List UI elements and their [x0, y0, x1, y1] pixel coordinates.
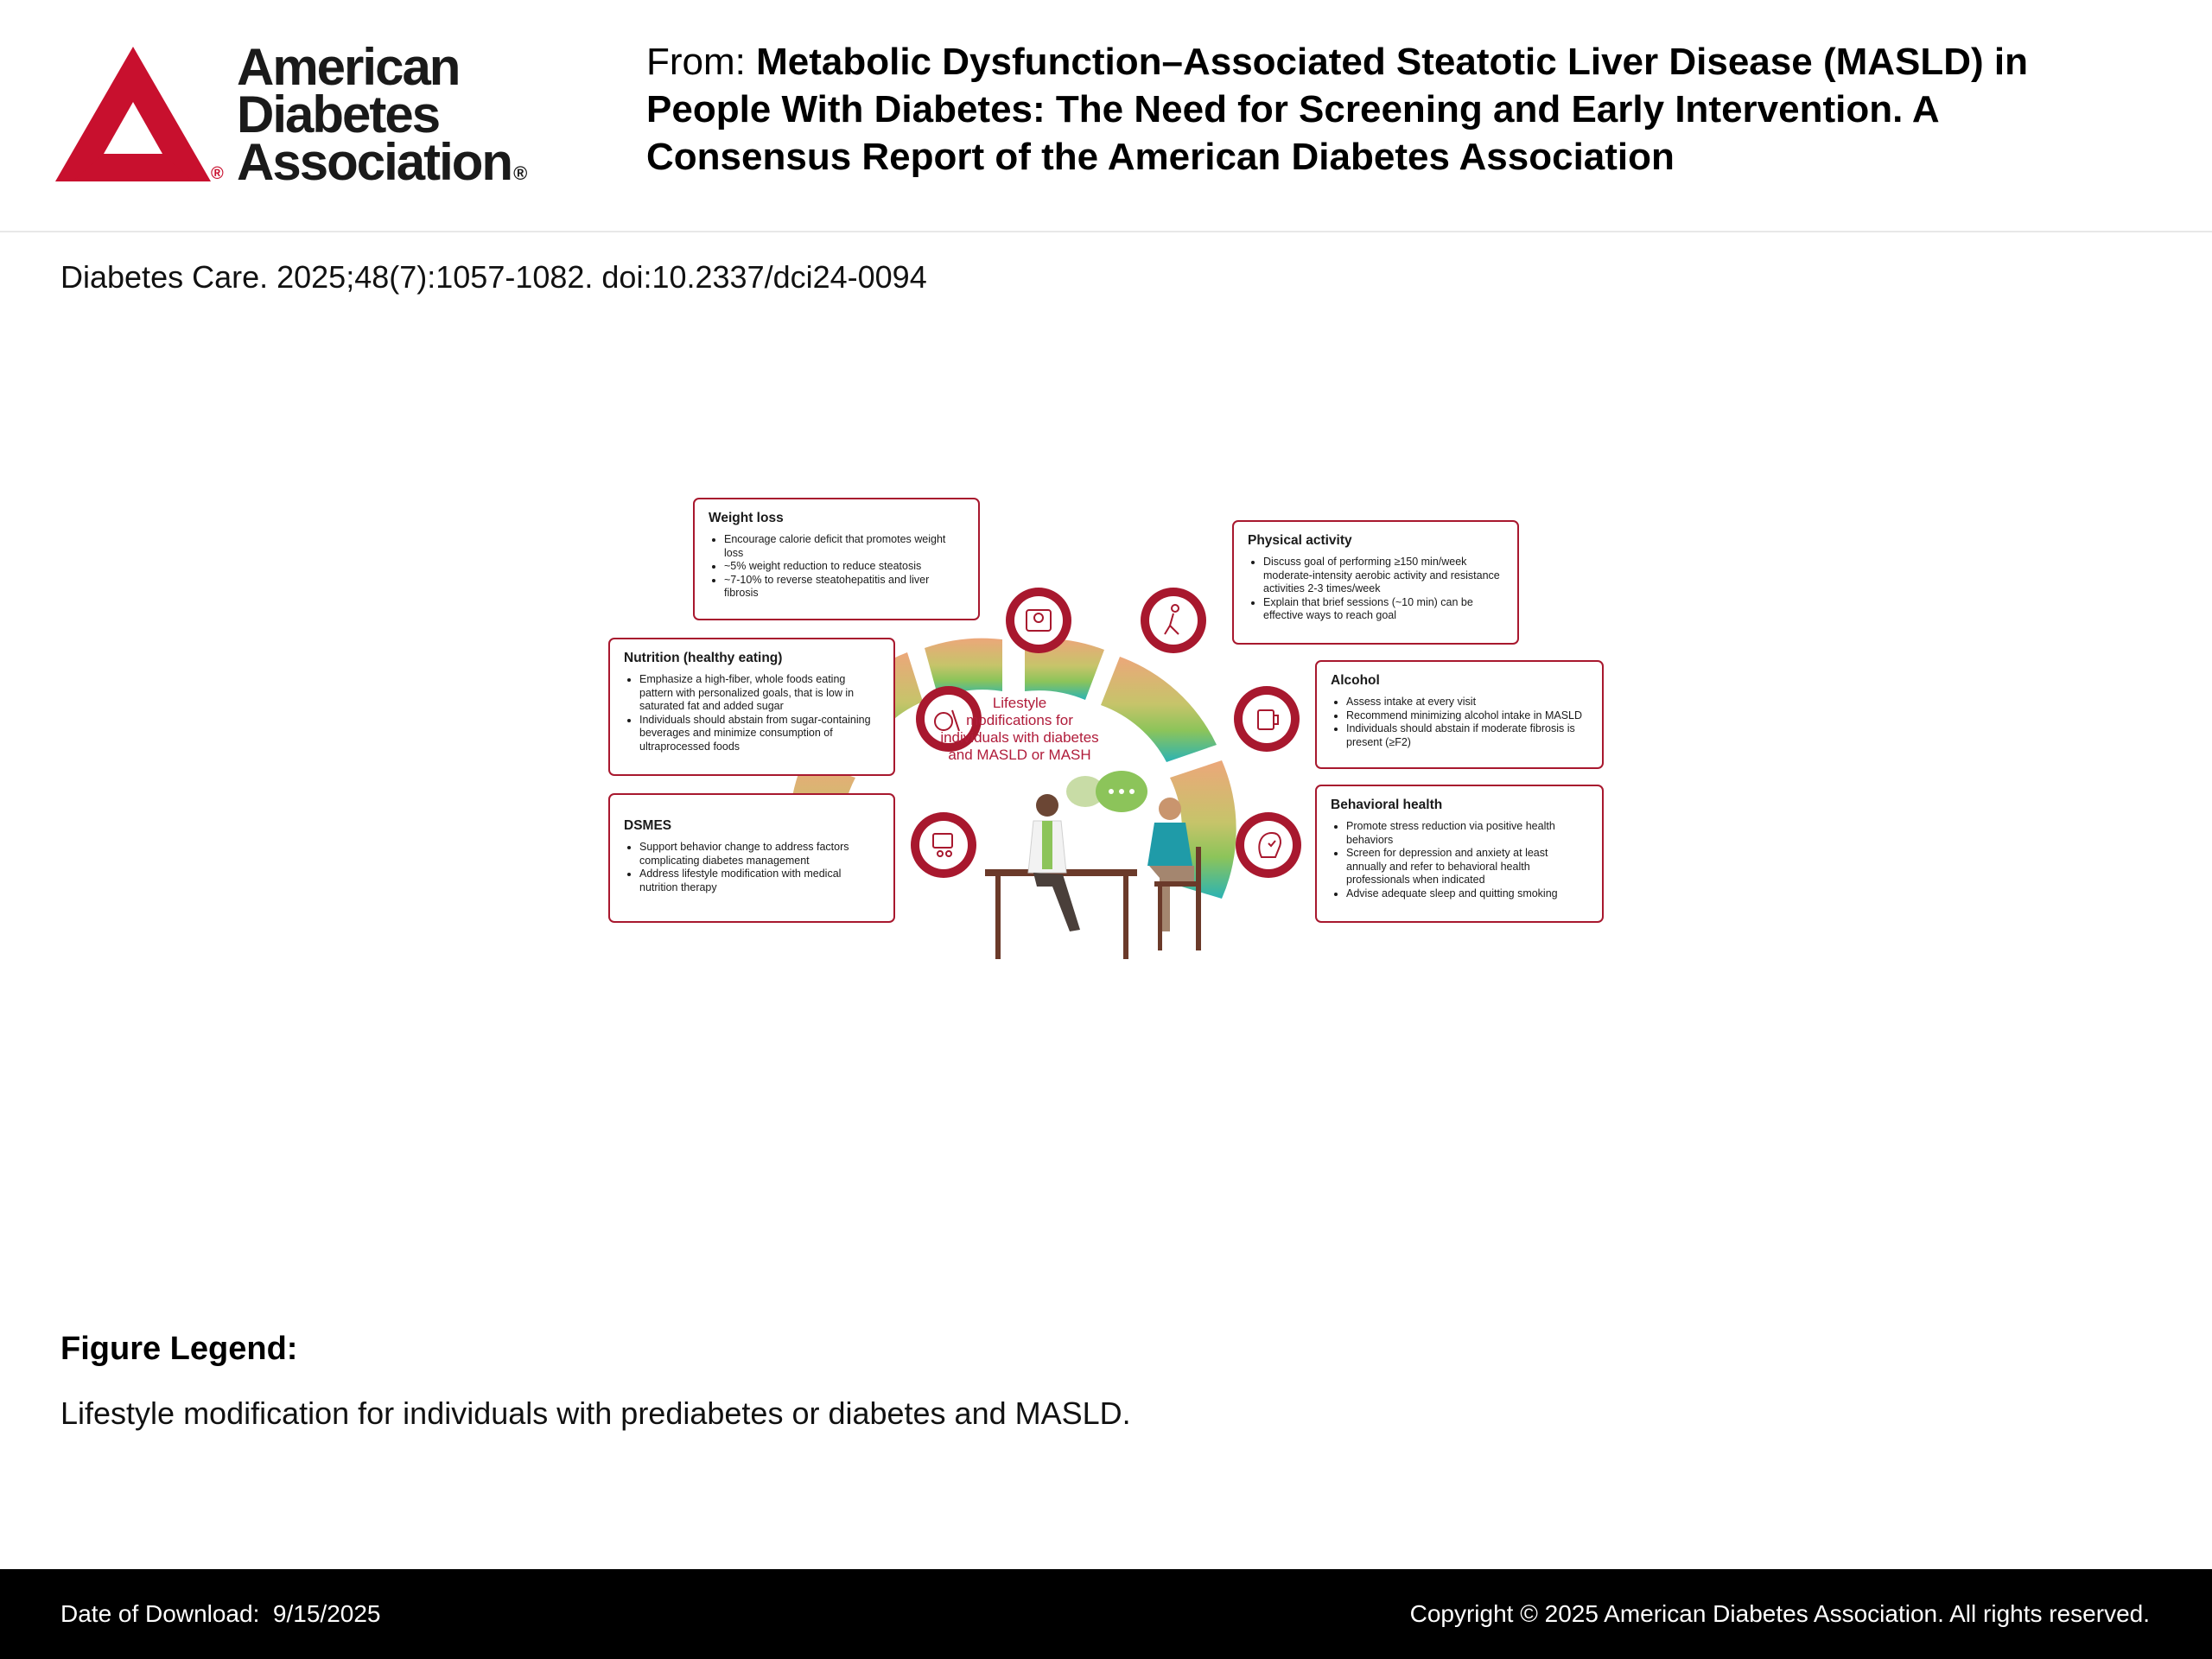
card-item: • ~7-10% to reverse steatohepatitis and liver fibrosis [724, 574, 964, 601]
card-item: • ~5% weight reduction to reduce steatosis [724, 560, 964, 574]
card-item: • Individuals should abstain from sugar-containing beverages and minimize consumption of ultraprocessed foods [639, 714, 880, 754]
logo-line-3: Association [237, 133, 512, 191]
title-text: Metabolic Dysfunction–Associated Steatotic Liver Disease (MASLD) in People With Diabetes: The Need for Screening and Early Intervention. A Consensus Report of the American Diabetes Association [646, 41, 2029, 178]
card-item: • Individuals should abstain if moderate fibrosis is present (≥F2) [1346, 722, 1588, 749]
card-title: Weight loss [709, 511, 784, 525]
copyright-notice: Copyright © 2025 American Diabetes Association. All rights reserved. [1409, 1600, 2150, 1627]
page-header [0, 0, 2212, 232]
registered-mark: ® [211, 164, 224, 183]
logo-line-2: Diabetes [237, 86, 440, 143]
card-title: Nutrition (healthy eating) [624, 651, 783, 665]
center-line: and MASLD or MASH [948, 747, 1091, 763]
card-behavioral-health [1315, 785, 1604, 923]
dsmes-icon [911, 812, 976, 878]
legend-title: Figure Legend: [60, 1331, 298, 1367]
ada-logo [55, 38, 548, 191]
card-title: Physical activity [1248, 533, 1352, 548]
page-footer [0, 1569, 2212, 1659]
card-title: DSMES [624, 818, 672, 833]
consultation-illustration [985, 794, 1201, 959]
center-line: modifications for [966, 712, 1073, 728]
card-item: • Screen for depression and anxiety at least annually and refer to behavioral health professionals when indicated [1346, 847, 1588, 887]
activity-icon [1141, 588, 1206, 653]
card-item: • Support behavior change to address factors complicating diabetes management [639, 841, 880, 868]
card-item: • Assess intake at every visit [1346, 696, 1588, 709]
logo-wordmark [237, 38, 528, 197]
card-item: • Encourage calorie deficit that promotes weight loss [724, 533, 964, 560]
card-physical-activity [1232, 520, 1519, 645]
figure-graphic [596, 484, 1616, 985]
scale-icon [1006, 588, 1071, 653]
registered-mark: ® [513, 162, 528, 184]
legend-text: Lifestyle modification for individuals with prediabetes or diabetes and MASLD. [60, 1395, 1131, 1431]
center-line: individuals with diabetes [940, 729, 1099, 746]
article-title [646, 38, 2133, 181]
card-item: • Explain that brief sessions (~10 min) can be effective ways to reach goal [1263, 596, 1503, 623]
logo-line-1: American [237, 38, 460, 96]
card-title: Behavioral health [1331, 798, 1443, 812]
card-weight-loss [693, 498, 980, 620]
card-item: • Advise adequate sleep and quitting smoking [1346, 887, 1588, 901]
download-date: Date of Download: 9/15/2025 [60, 1600, 381, 1627]
figure-center-text [925, 695, 1115, 764]
card-item: • Address lifestyle modification with medical nutrition therapy [639, 868, 880, 894]
card-item: • Recommend minimizing alcohol intake in MASLD [1346, 709, 1588, 723]
alcohol-icon [1234, 686, 1300, 752]
ada-triangle-icon [55, 47, 211, 185]
behavioral-health-icon [1236, 812, 1301, 878]
card-item: • Emphasize a high-fiber, whole foods eating pattern with personalized goals, that is low in saturated fat and added sugar [639, 673, 880, 714]
card-dsmes [608, 793, 895, 923]
card-item: • Discuss goal of performing ≥150 min/week moderate-intensity aerobic activity and resistance activities 2-3 times/week [1263, 556, 1503, 596]
card-alcohol [1315, 660, 1604, 769]
speech-bubble-icon [1066, 771, 1147, 812]
center-line: Lifestyle [992, 695, 1047, 711]
from-label: From: [646, 41, 757, 83]
card-nutrition [608, 638, 895, 776]
card-item: • Promote stress reduction via positive health behaviors [1346, 820, 1588, 847]
citation: Diabetes Care. 2025;48(7):1057-1082. doi:10.2337/dci24-0094 [60, 259, 927, 295]
card-title: Alcohol [1331, 673, 1380, 688]
